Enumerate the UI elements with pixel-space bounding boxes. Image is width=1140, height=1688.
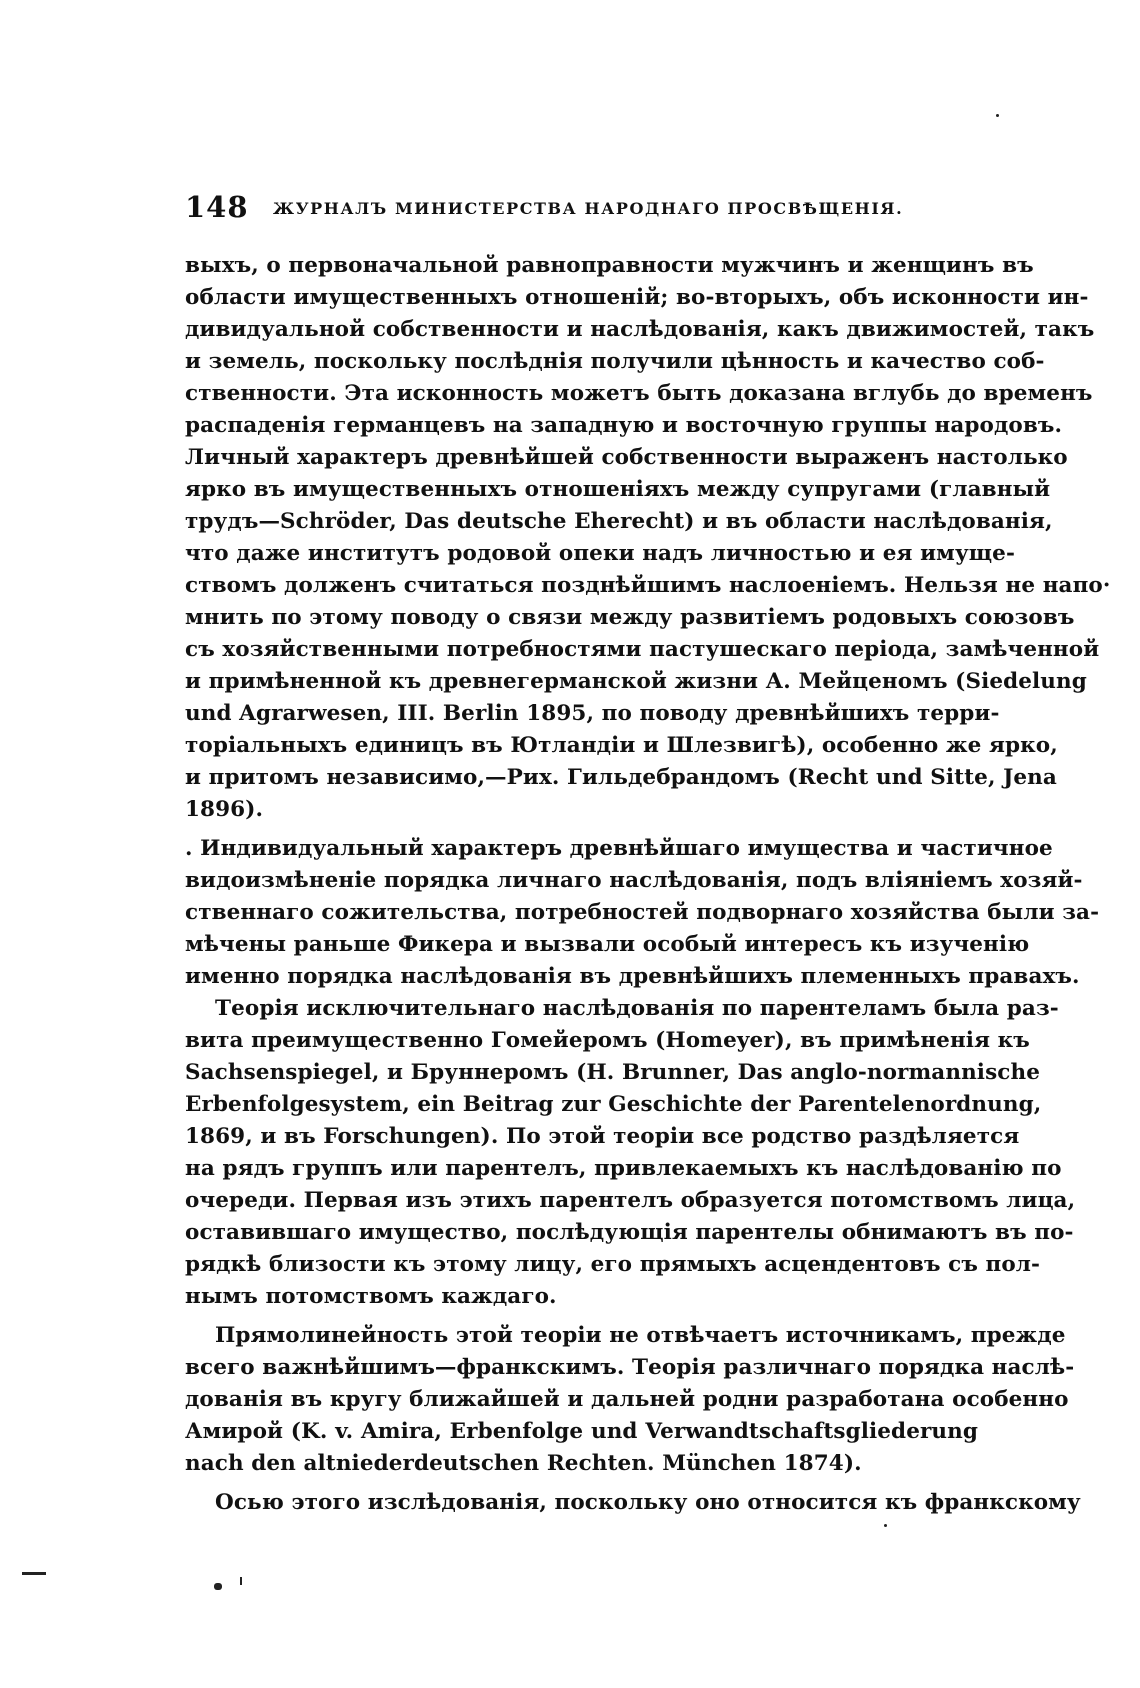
text-line: Erbenfolgesystem, ein Beitrag zur Geschichte der Parentelenordnung, <box>185 1092 1042 1117</box>
text-line: нымъ потомствомъ каждаго. <box>185 1284 557 1309</box>
text-line: Прямолинейность этой теоріи не отвѣчаетъ источникамъ, прежде <box>215 1323 1066 1348</box>
text-line: видоизмѣненіе порядка личнаго наслѣдованія, подъ вліяніемъ хозяй- <box>185 868 1083 893</box>
text-line: и примѣненной къ древнегерманской жизни А. Мейценомъ (Siedelung <box>185 669 1087 694</box>
scan-mark <box>884 1524 887 1527</box>
scan-mark <box>240 1577 242 1585</box>
text-line: именно порядка наслѣдованія въ древнѣйшихъ племенныхъ правахъ. <box>185 964 1080 989</box>
text-line: ствомъ долженъ считаться позднѣйшимъ наслоеніемъ. Нельзя не напо· <box>185 573 1111 598</box>
text-line: ярко въ имущественныхъ отношеніяхъ между супругами (главный <box>185 477 1051 502</box>
running-title: ЖУРНАЛЪ МИНИСТЕРСТВА НАРОДНАГО ПРОСВѢЩЕНІЯ. <box>273 199 904 218</box>
running-header <box>185 190 985 230</box>
text-line: мѣчены раньше Фикера и вызвали особый интересъ къ изученію <box>185 932 1030 957</box>
text-line: и притомъ независимо,—Рих. Гильдебрандомъ (Recht und Sitte, Jena <box>185 765 1057 790</box>
text-line: съ хозяйственными потребностями пастушескаго періода, замѣченной <box>185 637 1100 662</box>
text-line: Sachsenspiegel, и Бруннеромъ (H. Brunner, Das anglo-normannische <box>185 1060 1040 1085</box>
text-line: дованія въ кругу ближайшей и дальней родни разработана особенно <box>185 1387 1069 1412</box>
text-line: трудъ—Schröder, Das deutsche Eherecht) и въ области наслѣдованія, <box>185 509 1053 534</box>
text-line: оставившаго имущество, послѣдующія парентелы обнимаютъ въ по- <box>185 1220 1074 1245</box>
scan-mark <box>214 1583 222 1590</box>
text-line: Теорія исключительнаго наслѣдованія по парентеламъ была раз- <box>215 996 1059 1021</box>
text-line: ственности. Эта исконность можетъ быть доказана вглубь до временъ <box>185 381 1093 406</box>
text-line: мнить по этому поводу о связи между развитіемъ родовыхъ союзовъ <box>185 605 1075 630</box>
body-text <box>185 250 1111 1519</box>
text-line: 1869, и въ Forschungen). По этой теоріи все родство раздѣляется <box>185 1124 1020 1149</box>
text-line: дивидуальной собственности и наслѣдованія, какъ движимостей, такъ <box>185 317 1095 342</box>
text-line: области имущественныхъ отношеній; во-вторыхъ, объ исконности ин- <box>185 285 1089 310</box>
paragraph <box>185 833 1100 993</box>
text-line: на рядъ группъ или парентелъ, привлекаемыхъ къ наслѣдованію по <box>185 1156 1062 1181</box>
paragraph <box>185 1320 1075 1480</box>
text-line: очереди. Первая изъ этихъ парентелъ образуется потомствомъ лица, <box>185 1188 1076 1213</box>
paragraph <box>185 250 1111 826</box>
text-line: и земель, поскольку послѣднія получили цѣнность и качество соб- <box>185 349 1045 374</box>
scan-mark <box>22 1572 46 1575</box>
text-line: Осью этого изслѣдованія, поскольку оно относится къ франкскому <box>215 1490 1081 1515</box>
text-line: . Индивидуальный характеръ древнѣйшаго имущества и частичное <box>185 836 1053 861</box>
text-line: Личный характеръ древнѣйшей собственности выраженъ настолько <box>185 445 1068 470</box>
text-line: рядкѣ близости къ этому лицу, его прямыхъ асцендентовъ съ пол- <box>185 1252 1041 1277</box>
text-line: nach den altniederdeutschen Rechten. München 1874). <box>185 1451 862 1476</box>
text-line: выхъ, о первоначальной равноправности мужчинъ и женщинъ въ <box>185 253 1034 278</box>
text-line: всего важнѣйшимъ—франкскимъ. Теорія различнаго порядка наслѣ- <box>185 1355 1075 1380</box>
text-line: что даже институтъ родовой опеки надъ личностью и ея имуще- <box>185 541 1015 566</box>
paragraph <box>185 1487 1081 1519</box>
scan-mark <box>996 114 999 117</box>
paragraph <box>185 993 1076 1313</box>
text-line: und Agrarwesen, III. Berlin 1895, по поводу древнѣйшихъ терри- <box>185 701 1000 726</box>
text-line: вита преимущественно Гомейеромъ (Homeyer), въ примѣненія къ <box>185 1028 1030 1053</box>
text-line: Амирой (K. v. Amira, Erbenfolge und Verwandtschaftsgliederung <box>185 1419 978 1444</box>
text-line: 1896). <box>185 797 264 822</box>
page-number: 148 <box>185 190 249 224</box>
text-line: торіальныхъ единицъ въ Ютландіи и Шлезвигѣ), особенно же ярко, <box>185 733 1058 758</box>
text-line: ственнаго сожительства, потребностей подворнаго хозяйства были за- <box>185 900 1100 925</box>
text-line: распаденія германцевъ на западную и восточную группы народовъ. <box>185 413 1063 438</box>
